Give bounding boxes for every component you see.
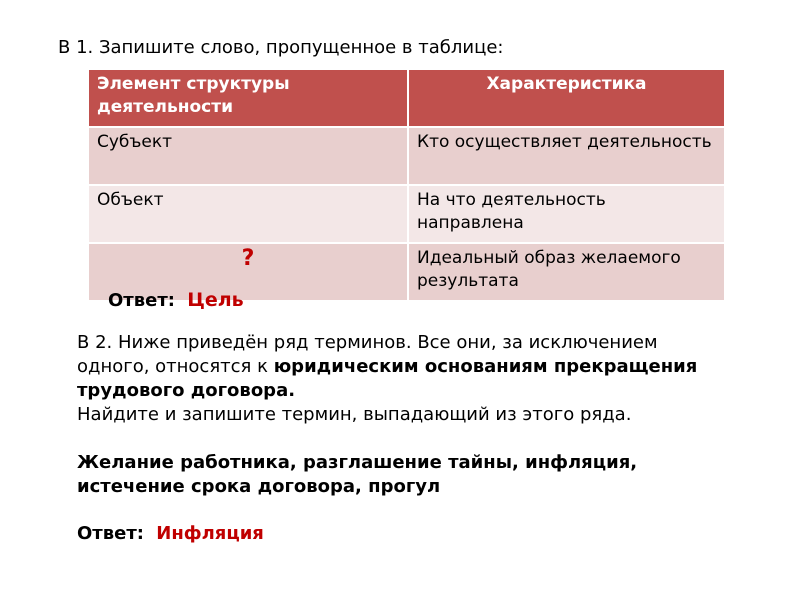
table-row bbox=[88, 185, 725, 243]
task1-answer bbox=[108, 288, 244, 313]
task2-answer bbox=[77, 522, 264, 546]
table-header-element: Элемент структуры деятельности bbox=[88, 69, 408, 127]
activity-structure-table bbox=[87, 68, 726, 302]
table-row bbox=[88, 127, 725, 185]
table-cell: Субъект bbox=[88, 127, 408, 185]
answer-value: Цель bbox=[187, 289, 244, 311]
answer-label: Ответ: bbox=[108, 290, 175, 311]
table-cell: Кто осуществляет деятельность bbox=[408, 127, 725, 185]
answer-label: Ответ: bbox=[77, 523, 144, 544]
task2-intro-bold: юридическим основаниям прекращения трудового договора. bbox=[77, 356, 698, 401]
missing-word-mark: ? bbox=[88, 243, 408, 301]
table-header-characteristic: Характеристика bbox=[408, 69, 725, 127]
task2-intro bbox=[77, 331, 717, 403]
table-cell: На что деятельность направлена bbox=[408, 185, 725, 243]
table-cell: Идеальный образ желаемого результата bbox=[408, 243, 725, 301]
task2-instruction: Найдите и запишите термин, выпадающий из этого ряда. bbox=[77, 404, 632, 425]
answer-value: Инфляция bbox=[156, 523, 264, 544]
task1-title: В 1. Запишите слово, пропущенное в таблице: bbox=[58, 37, 504, 58]
task2-terms: Желание работника, разглашение тайны, инфляция, истечение срока договора, прогул bbox=[77, 452, 638, 497]
task2-text bbox=[77, 331, 717, 427]
task2-intro-text: В 2. Ниже приведён ряд терминов. Все они, за исключением одного, относятся к bbox=[77, 332, 658, 377]
table-cell: Объект bbox=[88, 185, 408, 243]
table-header-row bbox=[88, 69, 725, 127]
